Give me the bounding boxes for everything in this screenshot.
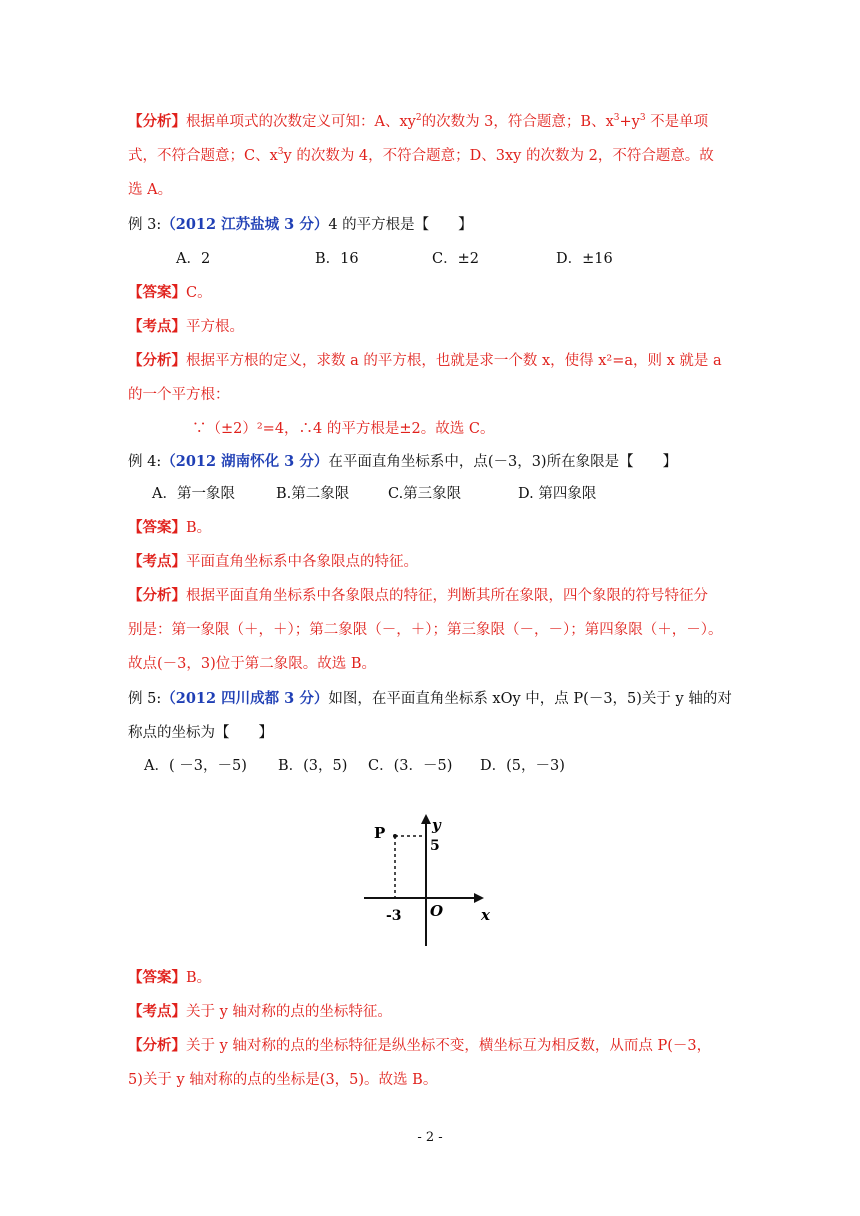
ex4-option-d: D. 第四象限 [518, 486, 597, 502]
origin-label: O [430, 902, 444, 920]
ex2-analysis-line-1: 【分析】根据单项式的次数定义可知：A、$xy^2$的次数为 3，符合题意；B、$x^3+y^3$ 不是单项 [128, 113, 709, 130]
ex5-option-b: B．(3，5) [278, 758, 348, 774]
ex5-option-c: C．(3．－5) [368, 758, 453, 774]
ex4-option-c: C.第三象限 [388, 486, 462, 502]
ex5-question-line-2: 称点的坐标为【 】 [128, 725, 273, 741]
ex5-analysis-line-1: 【分析】关于 y 轴对称的点的坐标特征是纵坐标不变，横坐标互为相反数，从而点 P(－3， [128, 1037, 712, 1054]
y-axis-label: y [432, 816, 441, 834]
x-axis-label: x [481, 906, 490, 924]
ex4-analysis-line-1: 【分析】根据平面直角坐标系中各象限点的特征，判断其所在象限，四个象限的符号特征分 [128, 587, 708, 604]
ex4-answer: 【答案】B。 [128, 519, 212, 536]
ex4-analysis-line-3: 故点(－3，3)位于第二象限。故选 B。 [128, 656, 377, 672]
page-number: - 2 - [417, 1130, 443, 1145]
ex5-option-a: A．( －3，－5) [144, 758, 247, 774]
ex3-option-a: A．2 [176, 251, 211, 267]
ex3-option-c: C．±2 [432, 251, 479, 267]
ex3-question: 例 3:（2012 江苏盐城 3 分）4 的平方根是【 】 [128, 216, 473, 233]
ex4-analysis-line-2: 别是：第一象限（＋，＋）；第二象限（－，＋）；第三象限（－，－）；第四象限（＋，－）。 [128, 622, 723, 638]
x-tick-label: -3 [386, 908, 402, 924]
y-axis-arrow-icon [421, 814, 431, 824]
ex2-analysis-line-2: 式，不符合题意；C、$x^3y$ 的次数为 4，不符合题意；D、3xy 的次数为 2，不符合题意。故 [128, 147, 714, 164]
x-axis-arrow-icon [474, 893, 484, 903]
coordinate-figure [360, 812, 500, 952]
ex3-option-d: D．±16 [556, 251, 613, 267]
ex3-option-b: B．16 [315, 251, 359, 267]
ex5-answer: 【答案】B。 [128, 969, 212, 986]
ex5-analysis-line-2: 5)关于 y 轴对称的点的坐标是(3，5)。故选 B。 [128, 1072, 438, 1088]
y-tick-label: 5 [430, 838, 440, 854]
ex3-analysis-line-2: 的一个平方根： [128, 387, 230, 403]
ex4-option-a: A．第一象限 [152, 486, 235, 502]
ex2-analysis-line-3: 选 A。 [128, 182, 173, 198]
ex4-point: 【考点】平面直角坐标系中各象限点的特征。 [128, 553, 418, 570]
ex5-question-line-1: 例 5:（2012 四川成都 3 分）如图，在平面直角坐标系 xOy 中，点 P(－3，5)关于 y 轴的对 [128, 690, 732, 707]
ex5-point: 【考点】关于 y 轴对称的点的坐标特征。 [128, 1003, 392, 1020]
point-p [393, 834, 397, 838]
ex3-analysis-line-1: 【分析】根据平方根的定义，求数 a 的平方根，也就是求一个数 x，使得 x²=a，则 x 就是 a [128, 352, 722, 369]
ex4-question: 例 4:（2012 湖南怀化 3 分）在平面直角坐标系中，点(－3，3)所在象限是【 】 [128, 453, 678, 470]
ex3-answer: 【答案】C。 [128, 284, 212, 301]
ex3-point: 【考点】平方根。 [128, 318, 244, 335]
ex4-option-b: B.第二象限 [276, 486, 350, 502]
ex3-analysis-line-3: ∵（±2）²=4，∴4 的平方根是±2。故选 C。 [192, 421, 495, 437]
ex5-option-d: D．(5，－3) [480, 758, 565, 774]
point-p-label: P [374, 824, 386, 842]
